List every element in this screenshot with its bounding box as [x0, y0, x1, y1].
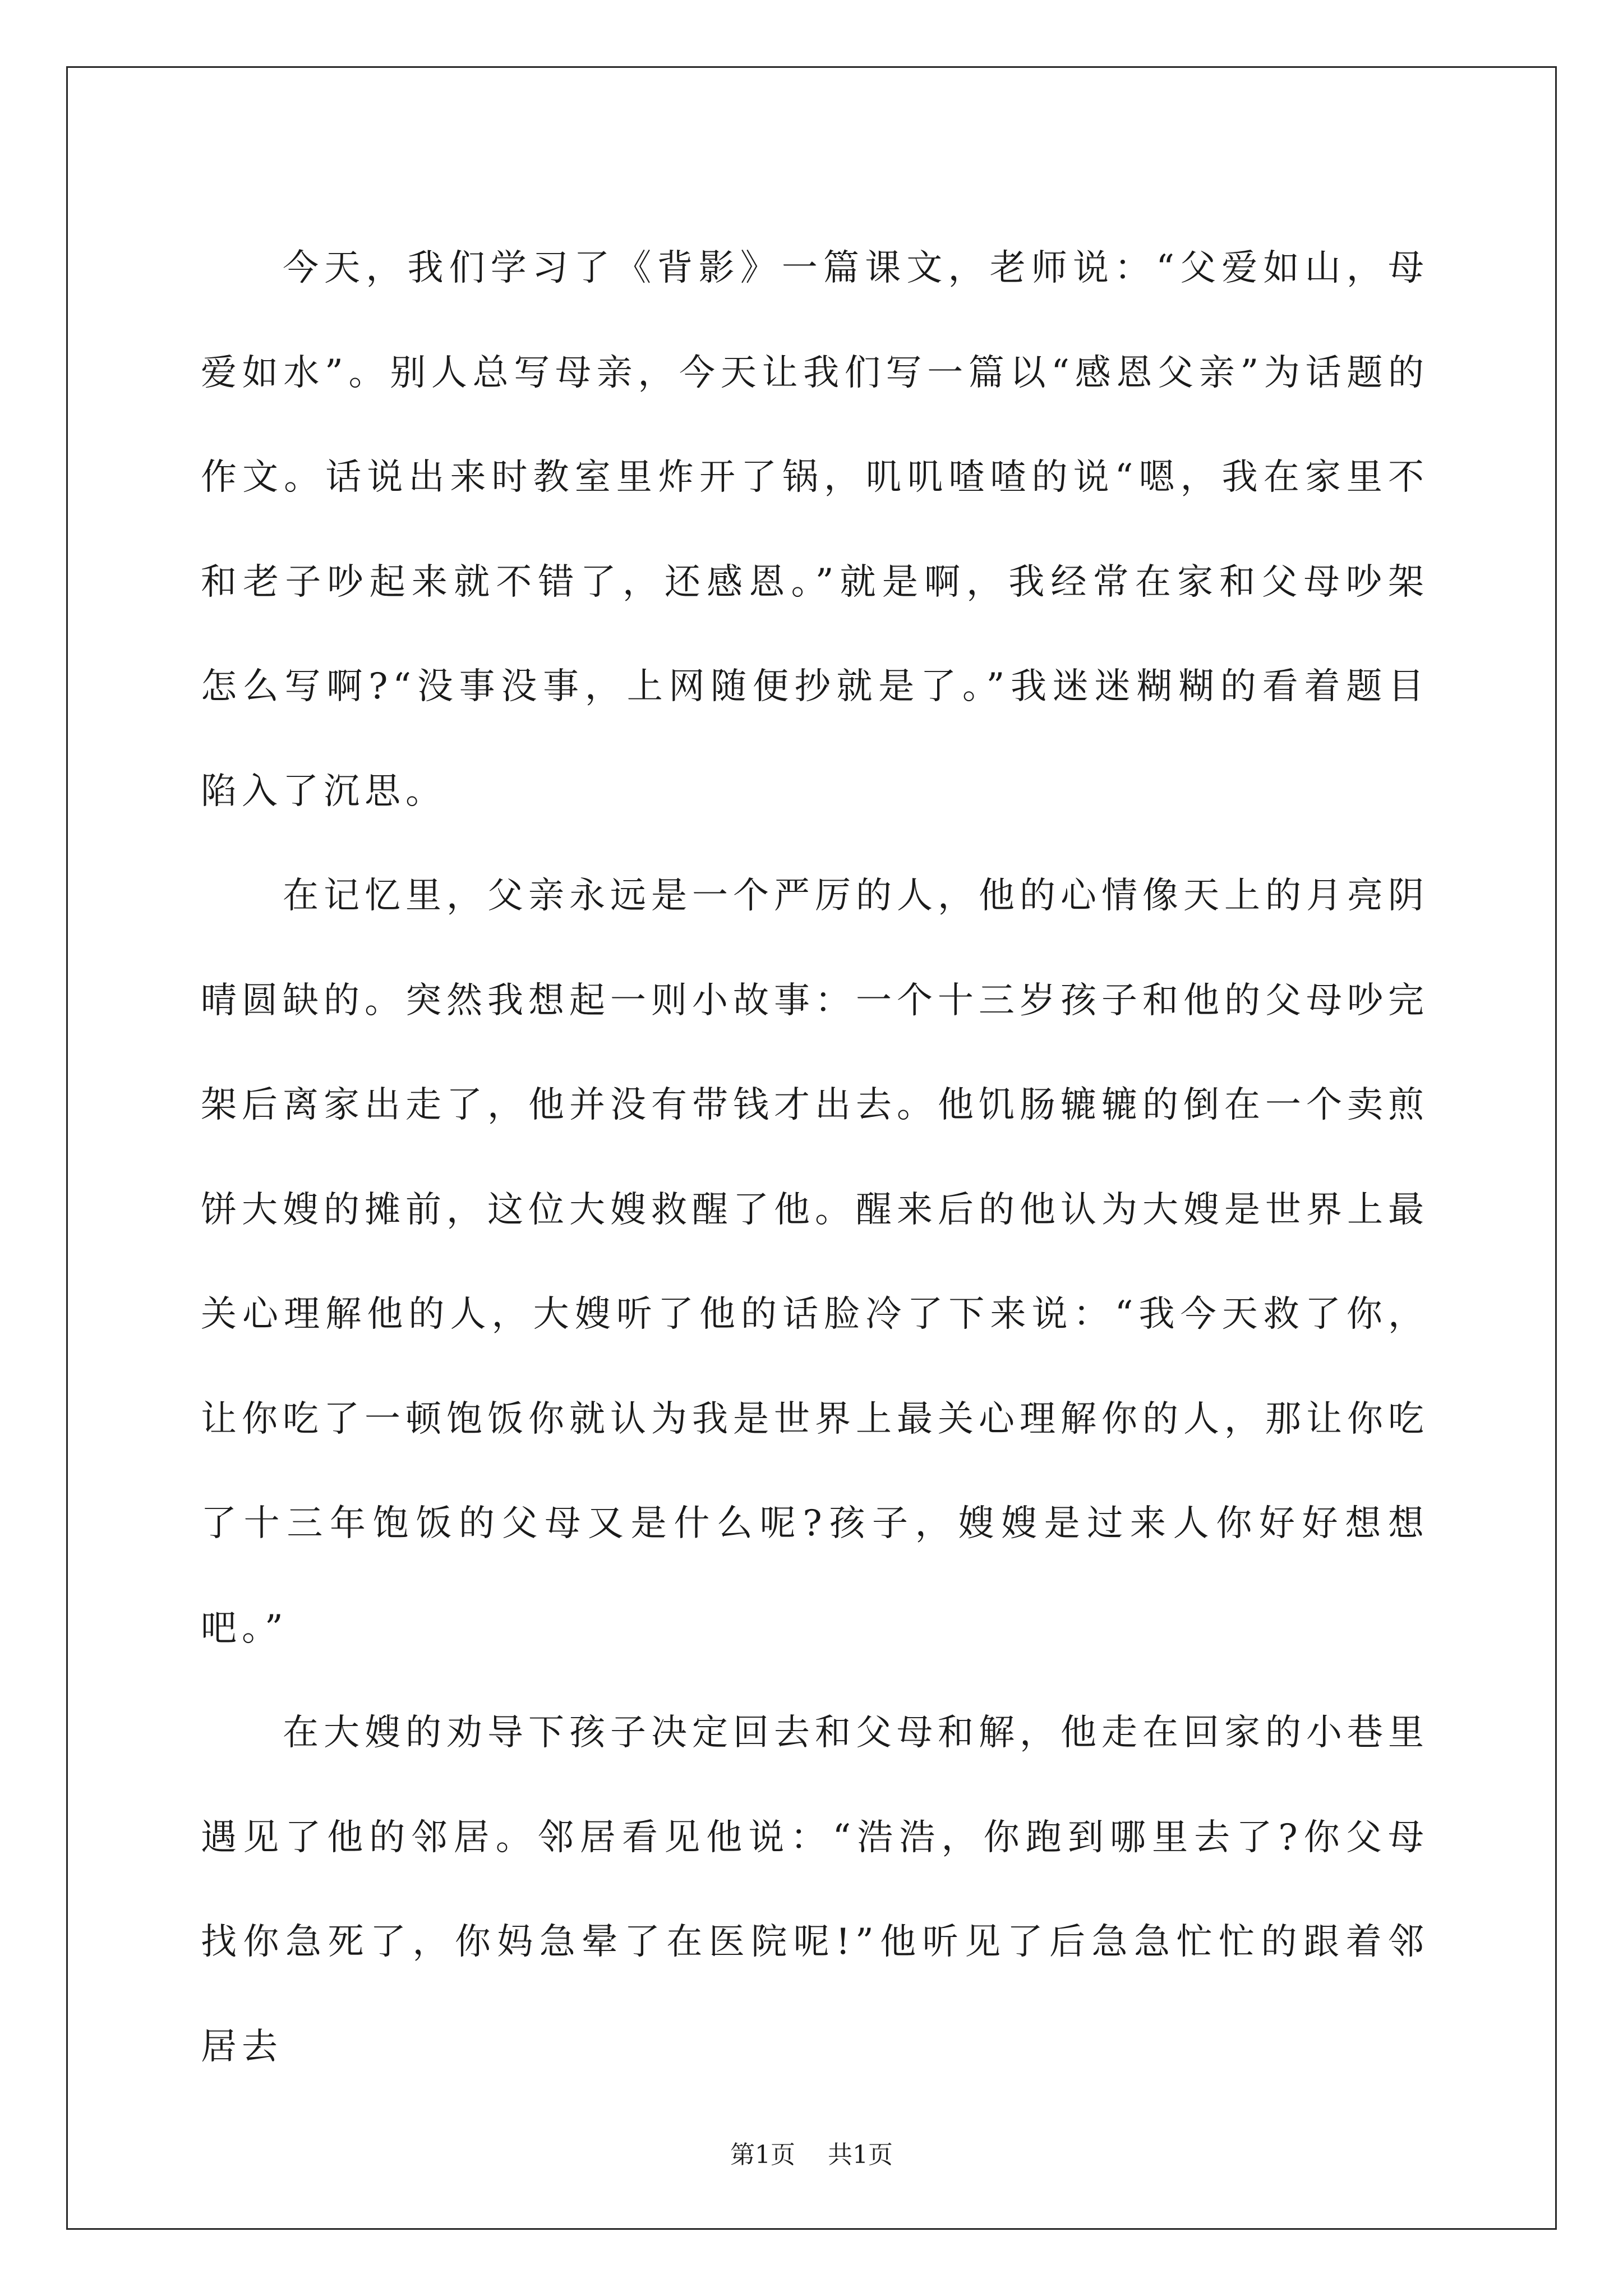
- document-body: [201, 216, 1429, 2099]
- paragraph-2: 在记忆里，父亲永远是一个严厉的人，他的心情像天上的月亮阴晴圆缺的。突然我想起一则小故事：一个十三岁孩子和他的父母吵完架后离家出走了，他并没有带钱才出去。他饥肠辘辘的倒在一个卖煎饼大嫂的摊前，这位大嫂救醒了他。醒来后的他认为大嫂是世界上最关心理解他的人，大嫂听了他的话脸冷了下来说：“我今天救了你，让你吃了一顿饱饭你就认为我是世界上最关心理解你的人，那让你吃了十三年饱饭的父母又是什么呢?孩子，嫂嫂是过来人你好好想想吧。”: [201, 875, 1429, 1649]
- paragraph-3: 在大嫂的劝导下孩子决定回去和父母和解，他走在回家的小巷里遇见了他的邻居。邻居看见他说：“浩浩，你跑到哪里去了?你父母找你急死了，你妈急晕了在医院呢!”他听见了后急急忙忙的跟着邻居去: [201, 1712, 1429, 2068]
- page-number: 第1页: [730, 2141, 795, 2169]
- paragraph-1: 今天，我们学习了《背影》一篇课文，老师说：“父爱如山，母爱如水”。别人总写母亲，今天让我们写一篇以“感恩父亲”为话题的作文。话说出来时教室里炸开了锅，叽叽喳喳的说“嗯，我在家里不和老子吵起来就不错了，还感恩。”就是啊，我经常在家和父母吵架怎么写啊?“没事没事，上网随便抄就是了。”我迷迷糊糊的看着题目陷入了沉思。: [201, 247, 1429, 812]
- page-total: 共1页: [828, 2141, 893, 2169]
- page-footer: [0, 2138, 1623, 2172]
